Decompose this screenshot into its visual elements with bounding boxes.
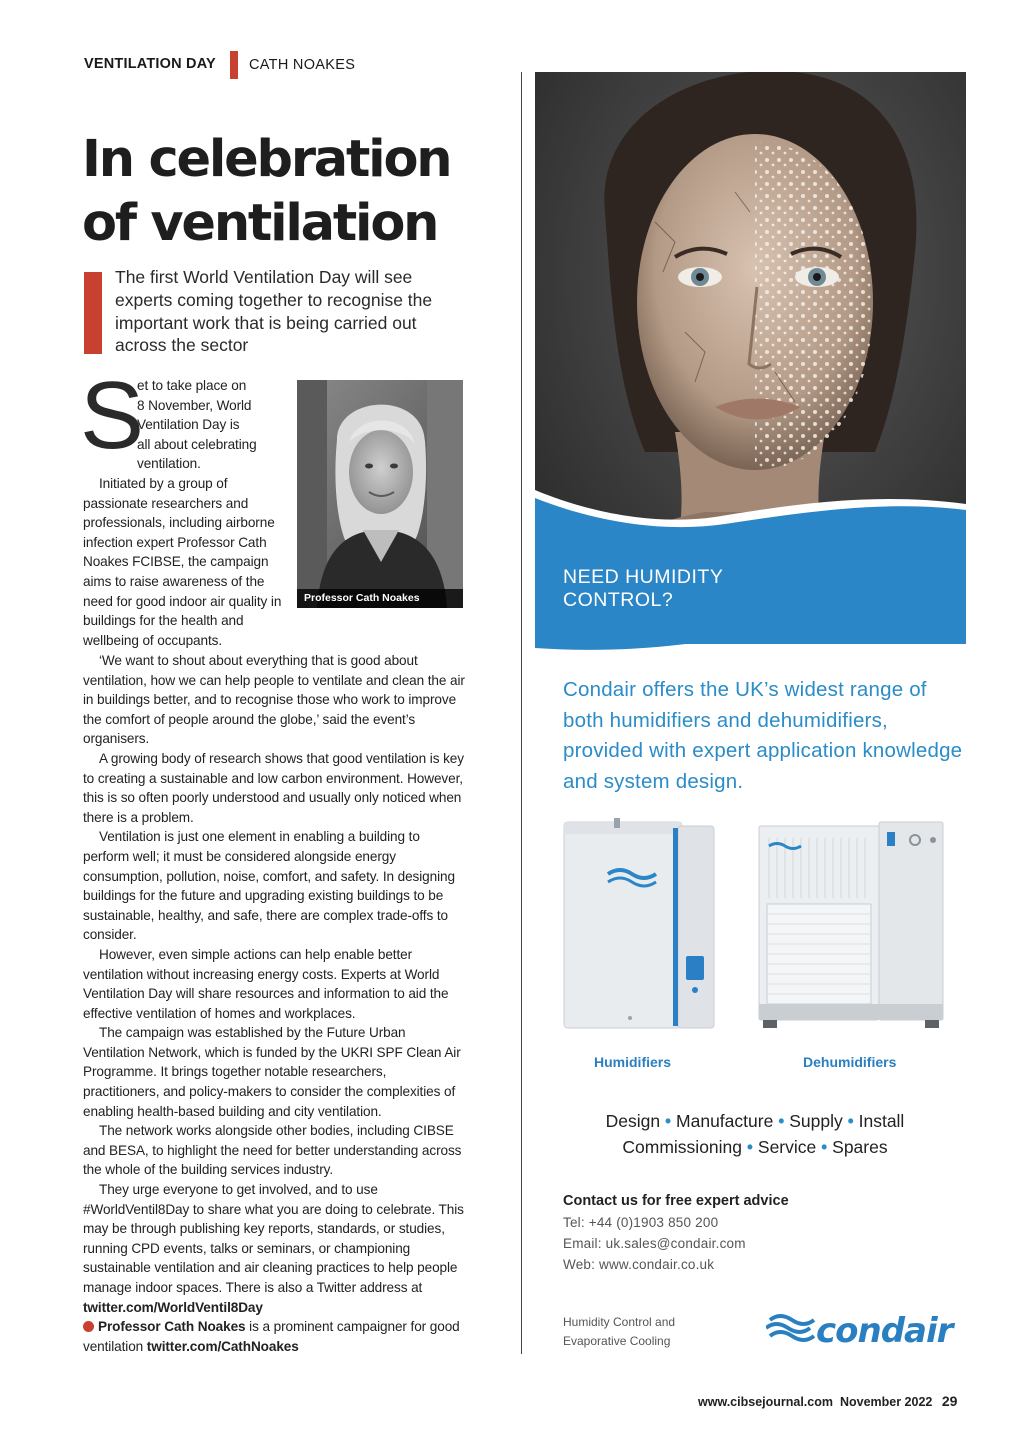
footer-site: www.cibsejournal.com — [698, 1395, 833, 1409]
contact-heading: Contact us for free expert advice — [563, 1193, 789, 1209]
article-paragraph: The campaign was established by the Future Urban Ventilation Network, which is funded by the UKRI SPF Clean Air Programme. It brings together notable researchers, practitioners, and policy-makers to consider the complexities of enabling health-based building and city ventilation. — [83, 1025, 461, 1119]
advert-headline-line-2: CONTROL? — [563, 589, 674, 611]
bullet-dot-icon — [83, 1321, 94, 1332]
bullet-separator-icon: • — [746, 1137, 754, 1157]
section-divider-bar — [230, 51, 238, 79]
author-label: CATH NOAKES — [249, 57, 356, 73]
condair-logo — [766, 1306, 962, 1350]
svg-text:condair: condair — [816, 1311, 953, 1350]
dehumidifier-product-image — [755, 818, 965, 1032]
advert-headline — [563, 566, 813, 612]
page-number: 29 — [941, 1393, 958, 1409]
contact-phone[interactable]: Tel: +44 (0)1903 850 200 — [563, 1215, 719, 1230]
intro-line: 8 November, World — [137, 397, 252, 413]
advert-headline-line-1: NEED HUMIDITY — [563, 566, 724, 588]
article-paragraph: The network works alongside other bodies, including CIBSE and BESA, to highlight the need for better understanding across the whole of the building services industry. — [83, 1123, 462, 1178]
bio-name: Professor Cath Noakes — [98, 1319, 246, 1335]
author-bio — [83, 1317, 465, 1356]
product-label-dehumidifiers: Dehumidifiers — [803, 1054, 897, 1070]
article-standfirst: The first World Ventilation Day will see experts coming together to recognise the important work that is being carried out across the sector — [115, 267, 433, 356]
product-label-humidifiers: Humidifiers — [594, 1054, 672, 1070]
advert-hero-photo — [535, 72, 966, 644]
intro-line: et to take place on — [137, 378, 247, 393]
article-paragraph: A growing body of research shows that good ventilation is key to creating a sustainable and low carbon environment. However, this is so often poorly understood and usually only noticed when there is a problem. — [83, 750, 464, 825]
section-label: VENTILATION DAY — [84, 56, 216, 72]
bio-twitter-link[interactable]: twitter.com/CathNoakes — [146, 1338, 299, 1354]
article-paragraph: Initiated by a group of passionate researchers and professionals, including airborne infection expert Professor Cath Noakes FCIBSE, the campaign aims to raise awareness of the need for good indoor air quality in buildings for the health and wellbeing of occupants. — [83, 476, 282, 648]
bullet-separator-icon: • — [821, 1137, 828, 1157]
column-divider — [521, 72, 522, 1354]
article-paragraph: Ventilation is just one element in enabling a building to perform well; it must be considered alongside energy consumption, pollution, noise, comfort, and safety. In designing buildings for the future and upgrading existing buildings to be sustainable, healthy, and safe, there are complex trade-offs to consider. — [83, 829, 455, 943]
drop-cap: S — [80, 362, 145, 469]
article-paragraph: ‘We want to shout about everything that is good about ventilation, how we can help people to ventilate and clean the air in buildings better, and to recognise those who work to improve the comfort of people around the globe,’ said the event’s organisers. — [83, 653, 465, 747]
services-line-1 — [540, 1108, 970, 1134]
article-paragraph — [83, 1180, 465, 1317]
author-portrait-photo — [297, 380, 463, 608]
humidifier-product-image — [560, 818, 720, 1032]
contact-website[interactable]: Web: www.condair.co.uk — [563, 1257, 715, 1272]
service-item: Install — [858, 1111, 905, 1131]
services-list — [540, 1108, 970, 1160]
advert-tagline: Humidity Control and Evaporative Cooling — [563, 1315, 676, 1348]
bullet-separator-icon: • — [665, 1111, 672, 1131]
services-line-2 — [540, 1134, 970, 1160]
service-item: Design — [605, 1111, 661, 1131]
standfirst-bar — [84, 272, 102, 354]
bullet-separator-icon: • — [847, 1111, 854, 1131]
paragraph-text: They urge everyone to get involved, and to use #WorldVentil8Day to share what you are doing to celebrate. This may be through publishing key reports, standards, or studies, running CPD events, talks or seminars, or championing sustainable ventilation and air cleaning practices to help people manage indoor spaces. There is also a Twitter address at — [83, 1182, 464, 1295]
intro-line: all about celebrating — [137, 436, 257, 452]
service-item: Spares — [832, 1137, 888, 1157]
intro-line: ventilation. — [137, 456, 201, 472]
headline-line-2: of ventilation — [82, 194, 438, 253]
bio-text: is a prominent campaigner for good ventilation — [83, 1319, 460, 1354]
contact-email[interactable]: Email: uk.sales@condair.com — [563, 1236, 746, 1251]
service-item: Service — [757, 1137, 817, 1157]
article-paragraph: However, even simple actions can help enable better ventilation without increasing energy costs. Experts at World Ventilation Day will share resources and information to aid the effective ventilation of homes and workplaces. — [83, 946, 449, 1021]
article-headline — [82, 128, 502, 256]
twitter-link[interactable]: twitter.com/WorldVentil8Day — [83, 1299, 263, 1315]
service-item: Commissioning — [622, 1137, 743, 1157]
footer-issue: November 2022 — [839, 1395, 933, 1409]
intro-lines — [137, 376, 287, 474]
article-body — [83, 651, 465, 1356]
portrait-caption: Professor Cath Noakes — [297, 589, 463, 608]
page-footer — [698, 1393, 957, 1409]
intro-line: Ventilation Day is — [137, 417, 240, 433]
service-item: Manufacture — [676, 1111, 774, 1131]
bullet-separator-icon: • — [778, 1111, 785, 1131]
advert-lead-text: Condair offers the UK’s widest range of both humidifiers and dehumidifiers, provided with expert application knowledge and system design. — [563, 678, 963, 793]
service-item: Supply — [789, 1111, 843, 1131]
headline-line-1: In celebration — [82, 130, 451, 189]
